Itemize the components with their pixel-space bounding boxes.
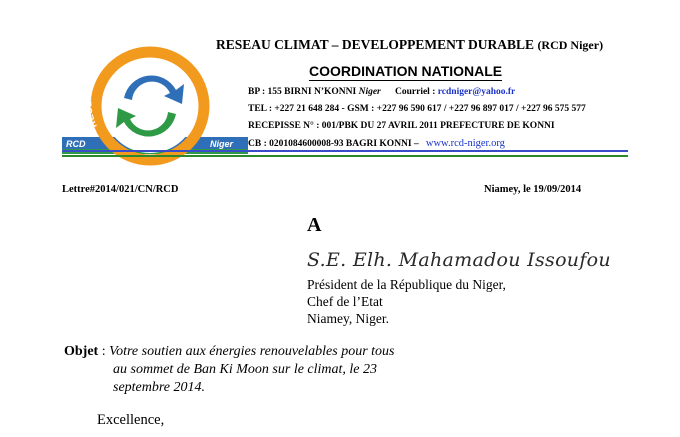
bp-text: BP : 155 BIRNI N’KONNI (248, 87, 357, 97)
org-title-main: RESEAU CLIMAT – DEVELOPPEMENT DURABLE (216, 37, 535, 52)
tel-line: TEL : +227 21 648 284 - GSM : +227 96 590 617 / +227 96 897 017 / +227 96 575 577 (248, 104, 586, 114)
cb-text: CB : 0201084600008-93 BAGRI KONNI – (248, 139, 419, 149)
address-line-3: Niamey, Niger. (307, 311, 389, 326)
cb-line (248, 138, 505, 149)
objet-label: Objet (64, 344, 99, 359)
coordination-title (309, 63, 502, 79)
objet-text-2: au sommet de Ban Ki Moon sur le climat, le 23 (113, 362, 378, 377)
recipient-prefix: A (307, 214, 322, 236)
place-date: Niamey, le 19/09/2014 (484, 184, 582, 195)
website-link[interactable]: www.rcd-niger.org (425, 138, 505, 149)
letter-reference: Lettre#2014/021/CN/RCD (62, 184, 179, 195)
recepisse-line: RECEPISSE N° : 001/PBK DU 27 AVRIL 2011 PREFECTURE DE KONNI (248, 121, 555, 131)
org-title-suffix: (RCD Niger) (537, 38, 604, 52)
objet-text-1: Votre soutien aux énergies renouvelables pour tous (109, 344, 395, 359)
address-line-1: Président de la République du Niger, (307, 277, 506, 292)
objet-text-3: septembre 2014. (113, 380, 206, 395)
coordination-title-text: COORDINATION NATIONALE (309, 63, 503, 79)
logo-arc-text: RESEAU CLIMAT DEVELOPPEMENT (83, 36, 204, 130)
logo-rcd-text: RCD (66, 139, 86, 149)
bp-line (248, 87, 515, 97)
bp-country: Niger (358, 87, 381, 97)
address-line-2: Chef de l’Etat (307, 294, 383, 309)
objet-line-1 (64, 344, 395, 360)
email-link[interactable]: rcdniger@yahoo.fr (437, 87, 516, 97)
salutation: Excellence, (97, 412, 165, 428)
org-title (216, 37, 603, 53)
header-rule-green (62, 155, 628, 157)
courriel-label: Courriel : (395, 87, 436, 97)
logo-niger-text: Niger (210, 139, 234, 149)
objet-separator: : (98, 344, 110, 359)
recipient-name: S.E. Elh. Mahamadou Issoufou (307, 249, 611, 271)
rcd-niger-logo (62, 36, 248, 168)
header-rule-blue (62, 150, 628, 152)
